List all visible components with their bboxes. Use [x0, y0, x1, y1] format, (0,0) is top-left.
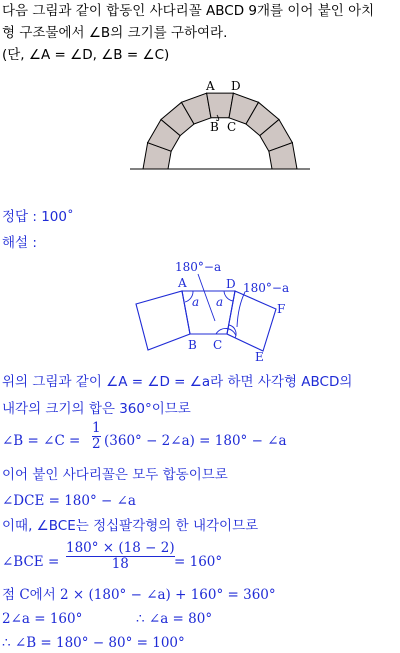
trapezoid-figure: [130, 254, 300, 364]
label-F: F: [277, 302, 286, 316]
solution-line-2: 내각의 크기의 합은 360°이므로: [2, 401, 191, 417]
arc-top-pointer: [198, 274, 215, 321]
solution-line-1: 위의 그림과 같이 ∠A = ∠D = ∠a라 하면 사각형 ABCD의: [2, 374, 353, 390]
solution-line-10: ∴ ∠B = 180° − 80° = 100°: [2, 635, 185, 651]
arch-label-d: D: [231, 79, 241, 93]
arch-label-a: A: [206, 79, 215, 93]
left-trapezoid: [136, 291, 190, 350]
fraction-denominator: 18: [111, 556, 129, 572]
right-trapezoid: [227, 291, 276, 351]
solution-line-7-rhs: = 160°: [174, 554, 223, 570]
explanation-label: 해설 :: [2, 235, 37, 251]
label-C: C: [213, 338, 223, 352]
arch-figure: [120, 72, 320, 176]
solution-line-3-lhs: ∠B = ∠C =: [2, 433, 81, 449]
label-A: A: [178, 276, 187, 290]
solution-line-8: 점 C에서 2 × (180° − ∠a) + 160° = 360°: [2, 587, 276, 603]
label-a-right: a: [216, 295, 224, 309]
problem-line-3: (단, ∠A = ∠D, ∠B = ∠C): [2, 47, 170, 63]
fraction-bce: [66, 541, 175, 572]
fraction-one-half: [92, 421, 101, 452]
arch-trapezoids: [143, 93, 297, 169]
label-angle-right: 180°−a: [243, 281, 290, 295]
arch-label-c: C: [227, 120, 237, 134]
arc-bce: [216, 328, 236, 336]
solution-line-5: ∠DCE = 180° − ∠a: [2, 493, 136, 509]
fraction-numerator: 1: [92, 420, 101, 436]
solution-line-6: 이때, ∠BCE는 정십팔각형의 한 내각이므로: [2, 518, 259, 534]
answer-line: 정답 : 100˚: [2, 209, 74, 225]
solution-line-3-rhs: (360° − 2∠a) = 180° − ∠a: [104, 433, 287, 449]
solution-line-4: 이어 붙인 사다리꼴은 모두 합동이므로: [2, 467, 228, 483]
arc-right-pointer: [237, 292, 245, 327]
solution-line-7-lhs: ∠BCE =: [2, 554, 60, 570]
solution-line-9b: ∴ ∠a = 80°: [136, 611, 213, 627]
fraction-numerator: 180° × (18 − 2): [66, 540, 175, 556]
arch-label-b: B: [210, 120, 219, 134]
label-D: D: [226, 277, 236, 291]
fraction-denominator: 2: [92, 436, 101, 452]
label-E: E: [255, 350, 264, 364]
arc-angle-d: [224, 291, 233, 301]
label-B: B: [188, 338, 197, 352]
label-angle-top: 180°−a: [175, 260, 222, 274]
label-a-left: a: [192, 295, 200, 309]
solution-line-9a: 2∠a = 160°: [2, 611, 83, 627]
problem-line-2: 형 구조물에서 ∠B의 크기를 구하여라.: [2, 25, 228, 41]
problem-line-1: 다음 그림과 같이 합동인 사다리꼴 ABCD 9개를 이어 붙인 아치: [2, 3, 375, 19]
